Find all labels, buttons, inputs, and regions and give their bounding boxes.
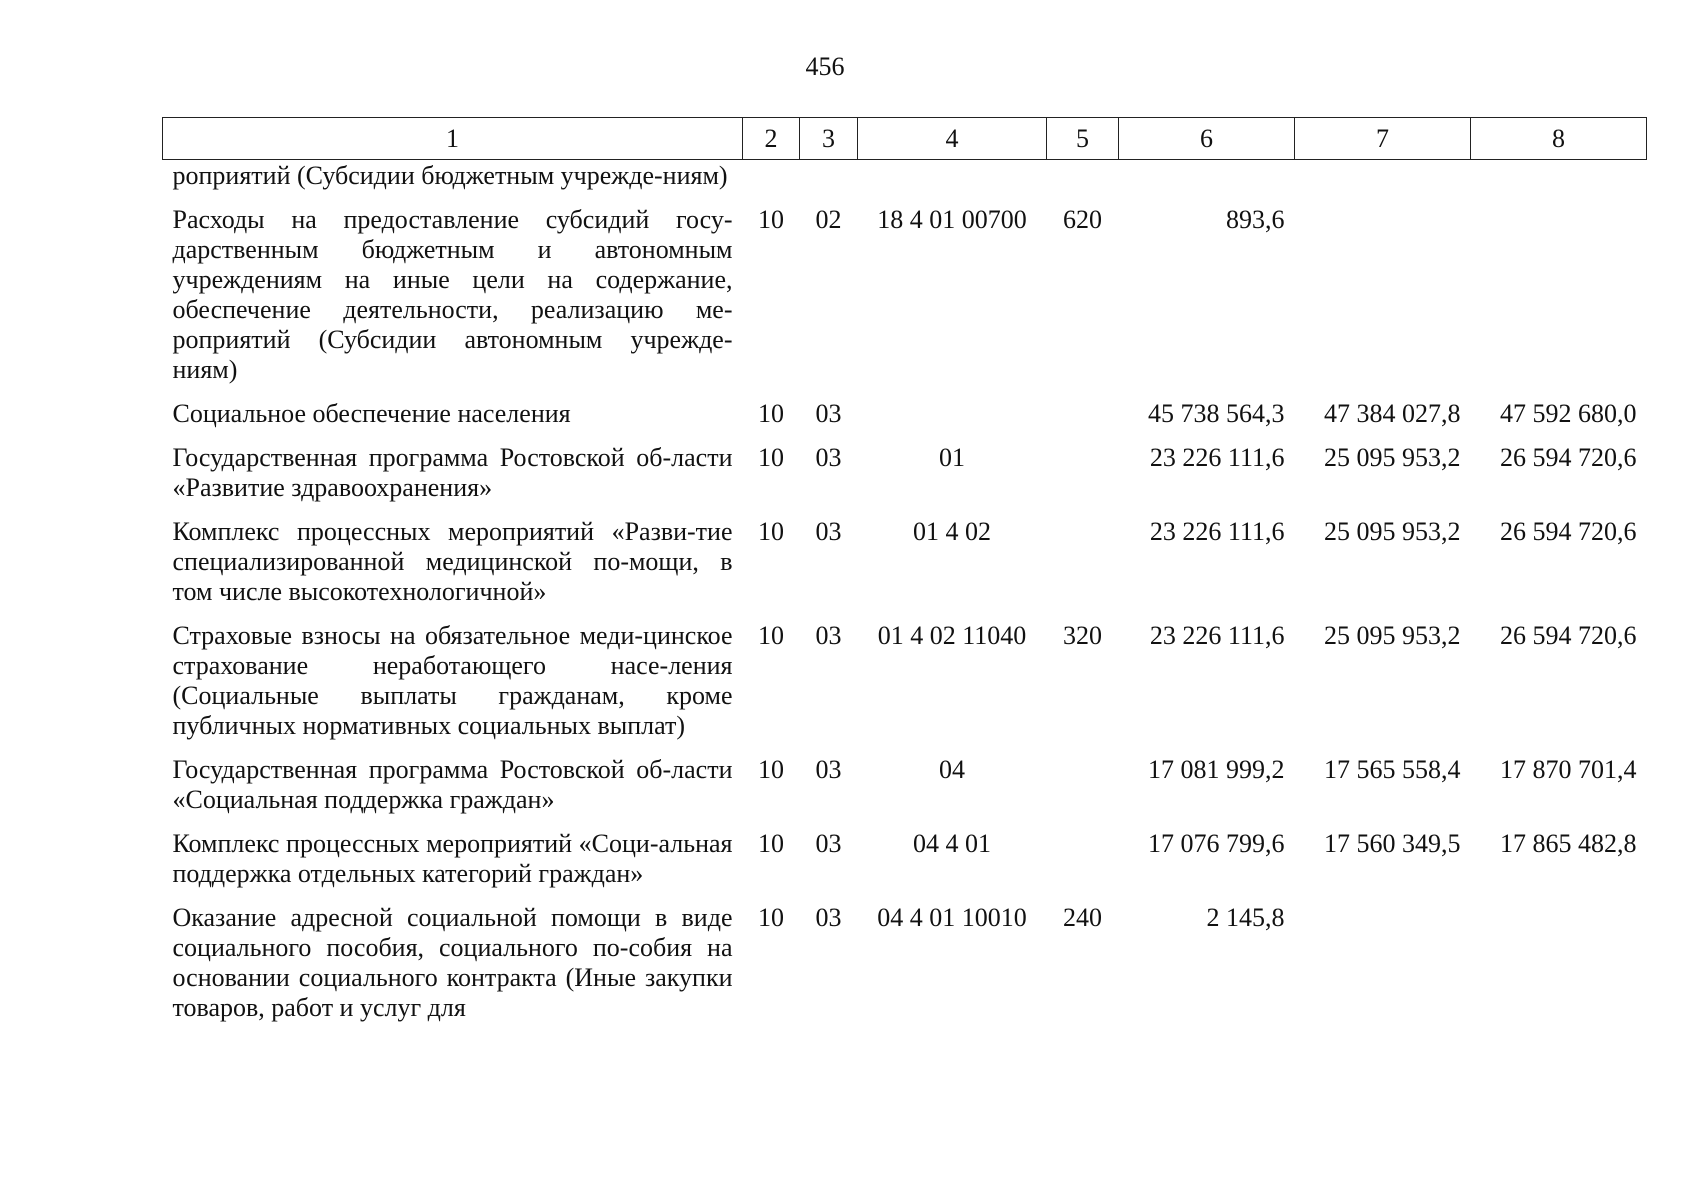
expense-type-code: 620 [1063,205,1102,234]
amount-column-7: 17 560 349,5 [1324,829,1461,858]
amount-column-8: 17 865 482,8 [1500,829,1637,858]
amount-column-6: 23 226 111,6 [1149,443,1285,472]
amount-column-7: 25 095 953,2 [1324,517,1461,546]
target-article-code: 04 [939,755,965,784]
column-number-header: 7 [1295,118,1471,160]
subsection-code: 03 [815,829,842,858]
amount-column-7 [1295,895,1471,1029]
amount-column-6 [1119,160,1295,198]
section-code: 10 [758,621,784,650]
expense-type-code [1047,391,1119,435]
expense-description: Комплекс процессных мероприятий «Соци-альная поддержка отдельных категорий граждан» [172,829,733,888]
column-number-header: 6 [1119,118,1295,160]
expense-description: роприятий (Субсидии бюджетным учрежде-ниям) [172,161,728,190]
amount-column-6: 2 145,8 [1206,903,1285,932]
amount-column-6: 17 081 999,2 [1148,755,1285,784]
subsection-code: 03 [815,621,842,650]
table-row [163,197,1647,391]
column-number-header: 1 [163,118,743,160]
subsection-code: 03 [815,903,842,932]
table-row [163,613,1647,747]
amount-column-7: 25 095 953,2 [1324,443,1461,472]
expense-type-code [1047,509,1119,613]
amount-column-8 [1471,160,1647,198]
column-number-header: 2 [743,118,800,160]
expense-type-code [1047,821,1119,895]
expense-type-code: 240 [1063,903,1102,932]
expense-type-code [1047,160,1119,198]
page-number: 456 [805,52,845,81]
amount-column-7 [1295,160,1471,198]
table-row [163,895,1647,1029]
target-article-code: 01 [939,443,965,472]
amount-column-7: 17 565 558,4 [1324,755,1461,784]
section-code: 10 [758,517,784,546]
target-article-code: 04 4 01 [913,829,991,858]
subsection-code: 02 [815,205,842,234]
subsection-code: 03 [815,443,842,472]
table-row [163,509,1647,613]
target-article-code: 18 4 01 00700 [877,205,1027,234]
amount-column-8: 26 594 720,6 [1500,621,1637,650]
table-row [163,435,1647,509]
expense-description: Социальное обеспечение населения [172,399,571,428]
amount-column-8: 17 870 701,4 [1500,755,1637,784]
expense-type-code [1047,435,1119,509]
amount-column-6: 45 738 564,3 [1148,399,1285,428]
expense-description: Страховые взносы на обязательное меди-цинское страхование неработающего насе-ления (Социальные выплаты гражданам, кроме публичных нормативных социальных выплат) [172,621,733,740]
target-article-code [858,391,1047,435]
section-code: 10 [758,443,784,472]
section-code: 10 [758,399,784,428]
amount-column-6: 17 076 799,6 [1148,829,1285,858]
amount-column-8: 26 594 720,6 [1500,443,1637,472]
section-code: 10 [758,755,784,784]
table-row [163,391,1647,435]
table-row [163,160,1647,198]
table-row [163,747,1647,821]
budget-table [162,117,1647,1029]
column-number-header: 4 [858,118,1047,160]
expense-description: Государственная программа Ростовской об-ласти «Развитие здравоохранения» [172,443,733,502]
amount-column-7: 47 384 027,8 [1324,399,1461,428]
subsection-code [800,160,858,198]
expense-type-code [1047,747,1119,821]
column-number-header: 8 [1471,118,1647,160]
target-article-code: 04 4 01 10010 [877,903,1027,932]
section-code: 10 [758,829,784,858]
column-number-header: 5 [1047,118,1119,160]
subsection-code: 03 [815,399,842,428]
amount-column-8: 47 592 680,0 [1500,399,1637,428]
amount-column-7 [1295,197,1471,391]
expense-description: Государственная программа Ростовской об-ласти «Социальная поддержка граждан» [172,755,733,814]
subsection-code: 03 [815,755,842,784]
amount-column-8 [1471,895,1647,1029]
section-code [743,160,800,198]
subsection-code: 03 [815,517,842,546]
column-number-header-row [163,118,1647,160]
amount-column-8: 26 594 720,6 [1500,517,1637,546]
amount-column-8 [1471,197,1647,391]
expense-type-code: 320 [1063,621,1102,650]
expense-description: Расходы на предоставление субсидий госу-дарственным бюджетным и автономным учреждениям на иные цели на содержание, обеспечение деятельности, реализацию ме-роприятий (Субсидии автономным учрежде-ниям) [172,205,733,384]
amount-column-6: 23 226 111,6 [1149,517,1285,546]
expense-description: Комплекс процессных мероприятий «Разви-тие специализированной медицинской по-мощи, в том числе высокотехнологичной» [172,517,733,606]
column-number-header: 3 [800,118,858,160]
expense-description: Оказание адресной социальной помощи в виде социального пособия, социального по-собия на основании социального контракта (Иные закупки товаров, работ и услуг для [172,903,733,1022]
target-article-code [858,160,1047,198]
table-row [163,821,1647,895]
amount-column-6: 23 226 111,6 [1149,621,1285,650]
target-article-code: 01 4 02 11040 [877,621,1027,650]
section-code: 10 [758,903,784,932]
amount-column-7: 25 095 953,2 [1324,621,1461,650]
section-code: 10 [758,205,784,234]
target-article-code: 01 4 02 [913,517,991,546]
amount-column-6: 893,6 [1226,205,1285,234]
